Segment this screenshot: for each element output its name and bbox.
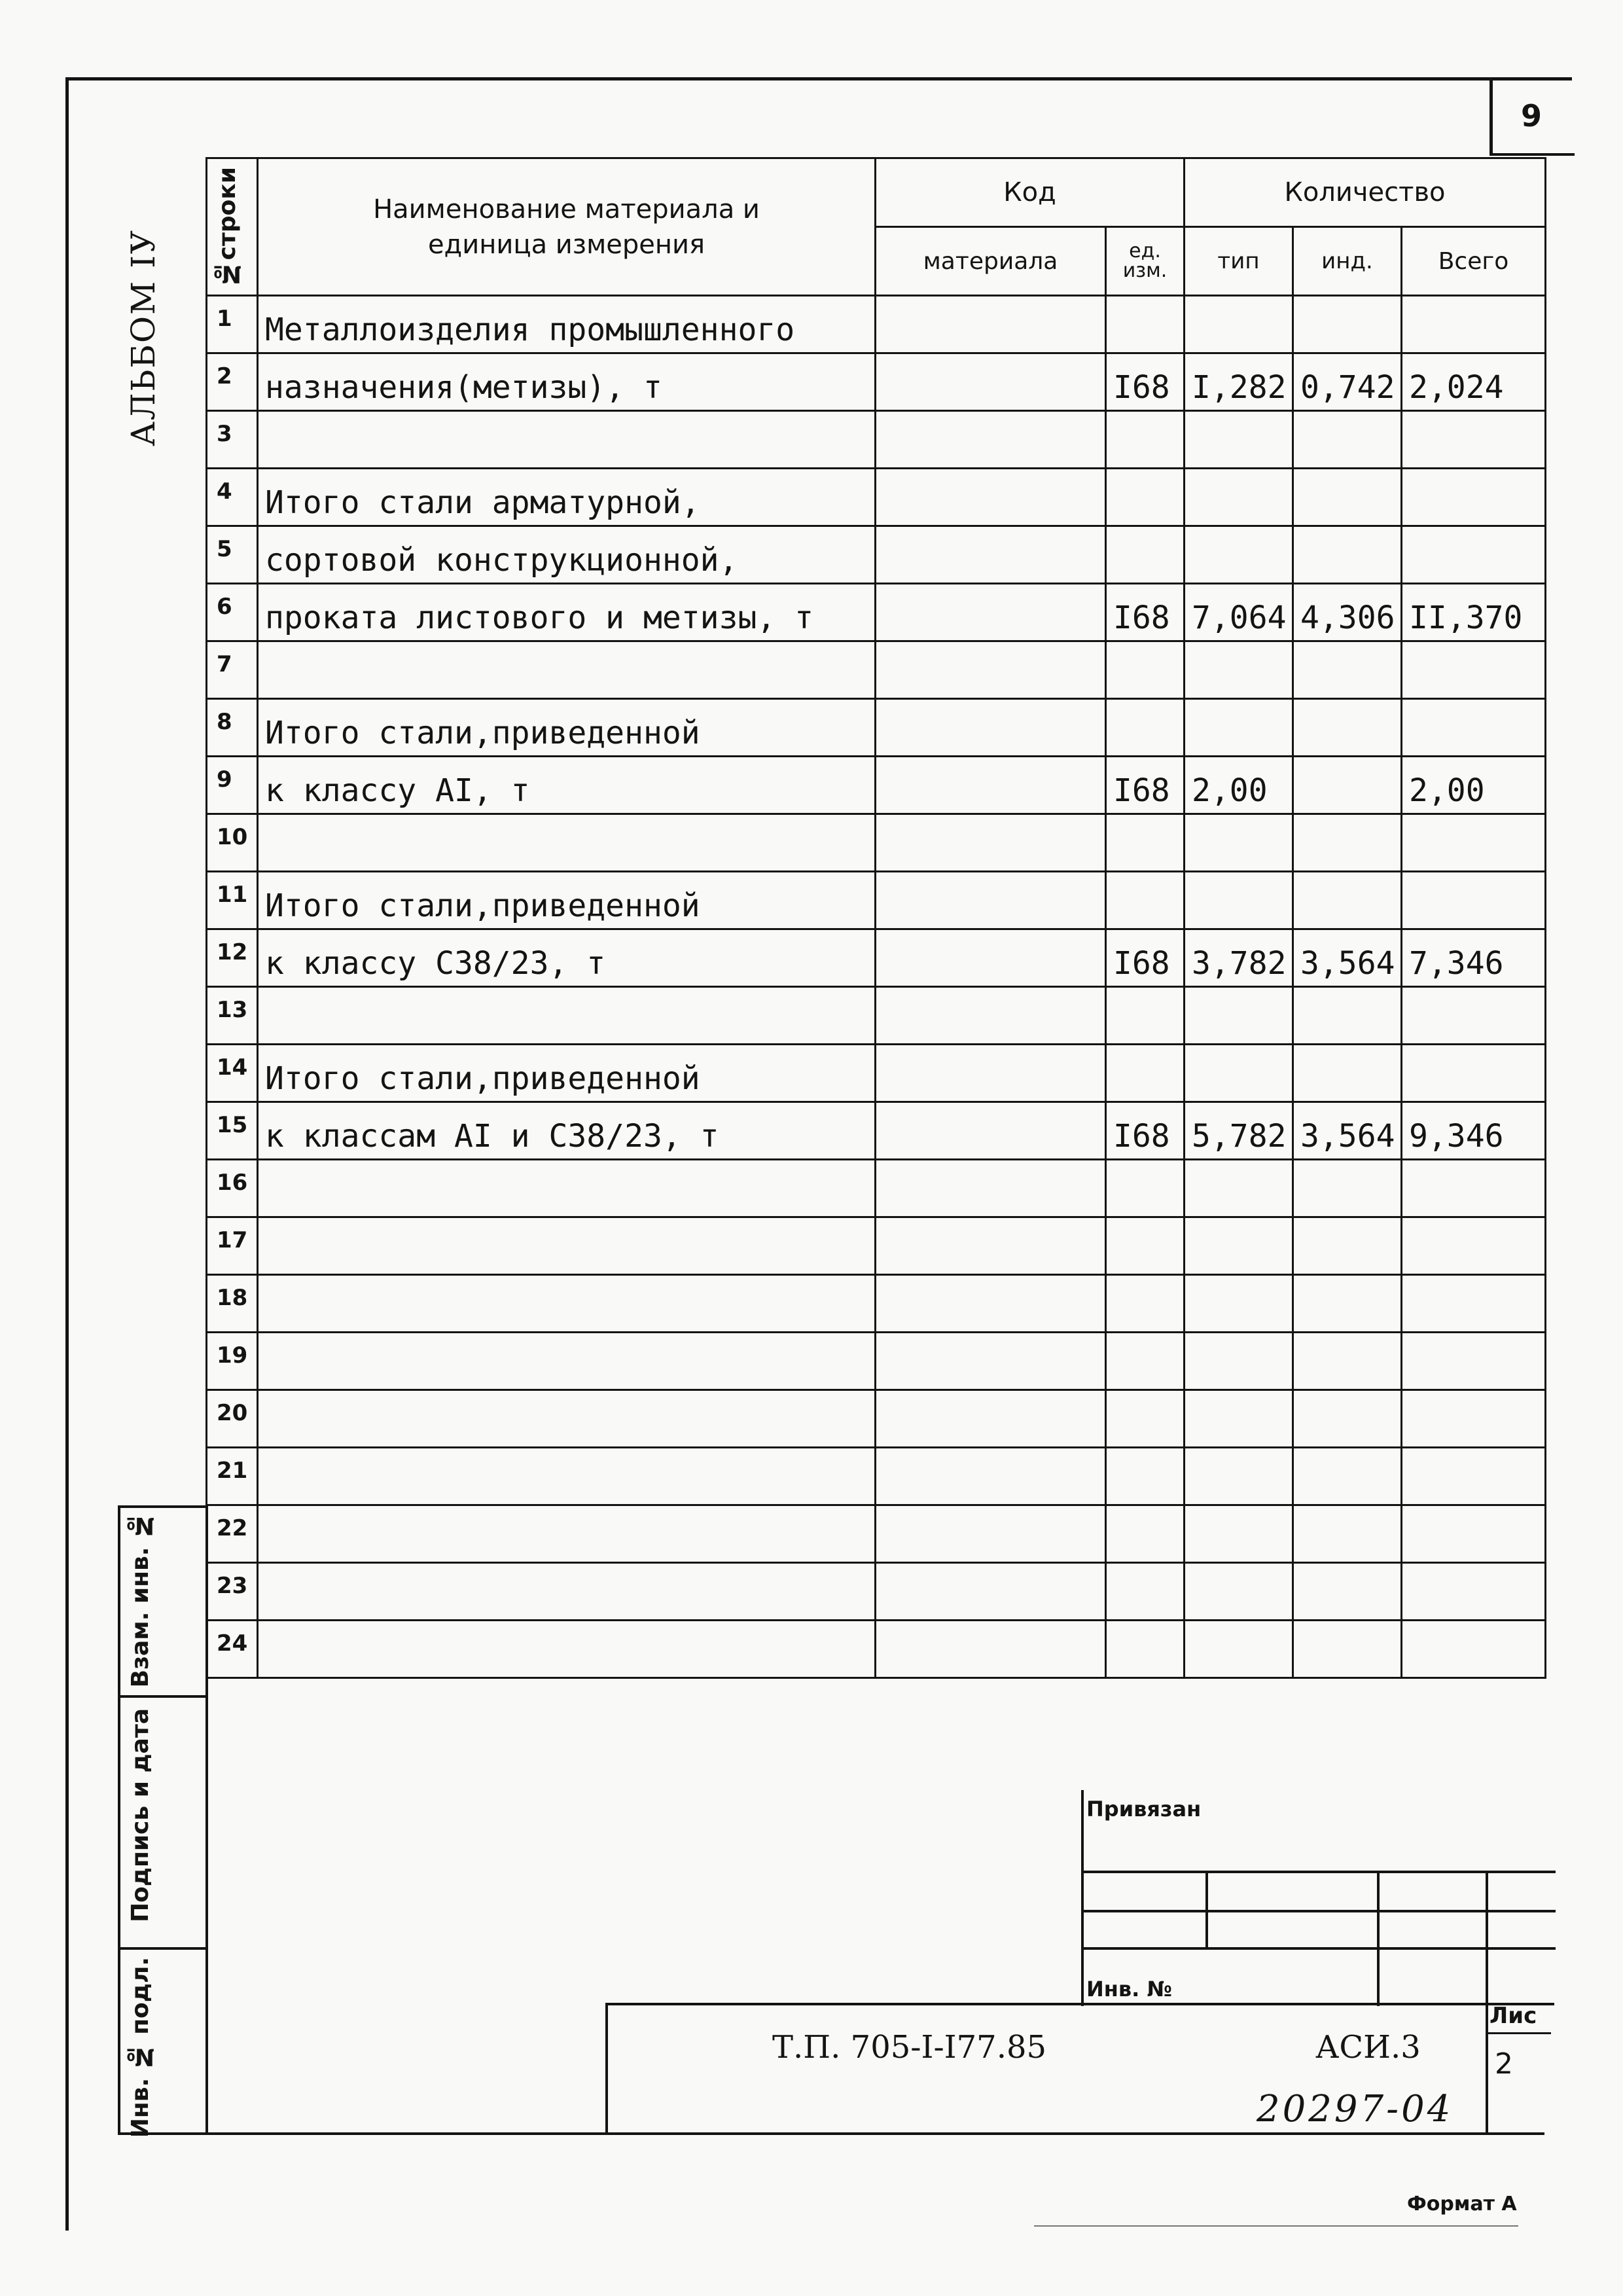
cell-name [258,1217,876,1275]
cell-type [1185,1045,1293,1102]
specification-rows [207,296,1546,1678]
cell-n: 21 [207,1448,258,1505]
cell-type [1185,1275,1293,1333]
cell-ind [1293,526,1402,584]
cell-ind [1293,1621,1402,1678]
table-row [207,1448,1546,1505]
cell-material [876,1621,1106,1678]
cell-unit [1106,699,1185,757]
cell-type [1185,1160,1293,1217]
cell-name: Итого стали,приведенной [258,699,876,757]
cell-n: 13 [207,987,258,1045]
table-row [207,929,1546,987]
cell-name: назначения(метизы), т [258,353,876,411]
cell-material [876,1160,1106,1217]
code-header: Код [876,158,1185,227]
side-stamp-top-border [118,1505,207,1508]
cell-material [876,699,1106,757]
cell-type [1185,1621,1293,1678]
qty-total-header: Всего [1402,227,1546,296]
cell-total [1402,1045,1546,1102]
cell-type [1185,1563,1293,1621]
cell-name: к классам AI и С38/23, т [258,1102,876,1160]
cell-type: 5,782 [1185,1102,1293,1160]
cell-type [1185,1333,1293,1390]
cell-n: 22 [207,1505,258,1563]
cell-total [1402,1505,1546,1563]
inv-no-label: Инв. № [1086,1977,1172,2001]
cell-ind: 0,742 [1293,353,1402,411]
title-block-col-1 [1205,1871,1208,1949]
cell-type: I,282 [1185,353,1293,411]
cell-material [876,1333,1106,1390]
cell-name [258,1390,876,1448]
cell-type [1185,872,1293,929]
cell-ind [1293,296,1402,353]
table-row [207,1333,1546,1390]
cell-material [876,469,1106,526]
cell-unit [1106,1160,1185,1217]
cell-unit [1106,1045,1185,1102]
cell-type [1185,987,1293,1045]
cell-total [1402,641,1546,699]
cell-unit [1106,1390,1185,1448]
cell-n: 5 [207,526,258,584]
cell-ind: 3,564 [1293,929,1402,987]
cell-n: 7 [207,641,258,699]
cell-ind [1293,469,1402,526]
cell-type [1185,526,1293,584]
table-row [207,1621,1546,1678]
cell-total [1402,1390,1546,1448]
cell-material [876,987,1106,1045]
cell-unit: I68 [1106,757,1185,814]
cell-total [1402,1160,1546,1217]
table-row [207,1102,1546,1160]
cell-unit [1106,814,1185,872]
row-number-header: №строки [207,158,258,296]
table-row [207,757,1546,814]
cell-name: проката листового и метизы, т [258,584,876,641]
cell-n: 10 [207,814,258,872]
sheet-cell-divider [1486,2032,1551,2034]
cell-unit [1106,1217,1185,1275]
cell-name [258,641,876,699]
cell-total [1402,1448,1546,1505]
vzam-inv-label: Взам. инв. № [127,1512,154,1688]
cell-n: 14 [207,1045,258,1102]
cell-name: Металлоизделия промышленного [258,296,876,353]
cell-n: 3 [207,411,258,469]
cell-name [258,1563,876,1621]
cell-total: 9,346 [1402,1102,1546,1160]
bottom-scan-line [1034,2225,1518,2227]
cell-name [258,1160,876,1217]
side-stamp-right-border [205,1505,208,2135]
cell-unit: I68 [1106,584,1185,641]
cell-total [1402,1217,1546,1275]
cell-type: 7,064 [1185,584,1293,641]
cell-total: 2,024 [1402,353,1546,411]
title-block-main-top [605,2003,1554,2005]
cell-material [876,1275,1106,1333]
cell-name: Итого стали,приведенной [258,1045,876,1102]
cell-unit [1106,1563,1185,1621]
title-block-main-left [605,2003,608,2134]
cell-total: 2,00 [1402,757,1546,814]
cell-ind [1293,987,1402,1045]
cell-unit [1106,526,1185,584]
cell-unit [1106,987,1185,1045]
cell-unit [1106,296,1185,353]
cell-n: 15 [207,1102,258,1160]
cell-unit [1106,469,1185,526]
table-row [207,699,1546,757]
cell-n: 16 [207,1160,258,1217]
title-block-row-2 [1081,1910,1556,1912]
cell-type [1185,699,1293,757]
table-row [207,1160,1546,1217]
cell-name: к классу AI, т [258,757,876,814]
cell-name: Итого стали арматурной, [258,469,876,526]
cell-n: 9 [207,757,258,814]
cell-total [1402,469,1546,526]
cell-unit [1106,1448,1185,1505]
cell-type [1185,296,1293,353]
cell-ind [1293,1217,1402,1275]
title-block-row-1 [1081,1871,1556,1873]
podpis-data-label: Подпись и дата [127,1708,154,1922]
table-row [207,526,1546,584]
cell-total [1402,814,1546,872]
cell-total: 7,346 [1402,929,1546,987]
cell-unit [1106,1275,1185,1333]
cell-total [1402,1333,1546,1390]
cell-type [1185,814,1293,872]
cell-ind [1293,1160,1402,1217]
document-code: Т.П. 705-I-I77.85 [772,2029,1047,2066]
cell-ind [1293,641,1402,699]
cell-ind [1293,1275,1402,1333]
cell-ind: 3,564 [1293,1102,1402,1160]
frame-left-border [65,77,69,2231]
cell-total [1402,296,1546,353]
cell-n: 4 [207,469,258,526]
cell-unit [1106,1505,1185,1563]
cell-material [876,1217,1106,1275]
cell-material [876,296,1106,353]
table-row [207,1217,1546,1275]
cell-name [258,1333,876,1390]
cell-unit [1106,641,1185,699]
cell-name [258,987,876,1045]
sheet-value: 2 [1495,2047,1513,2081]
cell-ind [1293,1045,1402,1102]
cell-total [1402,872,1546,929]
title-block-left-border [1081,1790,1084,2006]
cell-name [258,814,876,872]
cell-unit: I68 [1106,929,1185,987]
cell-total [1402,699,1546,757]
cell-type [1185,411,1293,469]
cell-material [876,1505,1106,1563]
side-stamp-divider-1 [118,1695,207,1698]
cell-total: II,370 [1402,584,1546,641]
cell-ind [1293,1390,1402,1448]
table-row [207,584,1546,641]
cell-type: 2,00 [1185,757,1293,814]
cell-name [258,1621,876,1678]
cell-material [876,929,1106,987]
cell-material [876,526,1106,584]
cell-material [876,1045,1106,1102]
cell-total [1402,1563,1546,1621]
quantity-header: Количество [1185,158,1546,227]
table-row [207,353,1546,411]
frame-top-border [65,77,1572,81]
cell-n: 2 [207,353,258,411]
cell-material [876,1448,1106,1505]
cell-material [876,411,1106,469]
cell-type [1185,1505,1293,1563]
cell-ind: 4,306 [1293,584,1402,641]
table-row [207,296,1546,353]
cell-material [876,814,1106,872]
cell-n: 1 [207,296,258,353]
cell-n: 19 [207,1333,258,1390]
cell-material [876,757,1106,814]
cell-ind [1293,411,1402,469]
table-row [207,987,1546,1045]
table-row [207,814,1546,872]
table-row [207,641,1546,699]
title-block-col-3 [1486,1871,1488,2132]
cell-unit [1106,1333,1185,1390]
table-row [207,411,1546,469]
cell-unit [1106,1621,1185,1678]
code-material-header: материала [876,227,1106,296]
cell-ind [1293,1505,1402,1563]
cell-unit [1106,411,1185,469]
side-stamp-inner-border [118,1505,120,2135]
cell-ind [1293,757,1402,814]
sheet-number-box-left [1489,77,1493,156]
handwritten-number: 20297-04 [1257,2088,1454,2130]
cell-n: 17 [207,1217,258,1275]
sheet-number: 9 [1520,98,1542,134]
cell-ind [1293,1333,1402,1390]
cell-n: 18 [207,1275,258,1333]
table-row [207,469,1546,526]
cell-material [876,584,1106,641]
cell-unit [1106,872,1185,929]
cell-total [1402,987,1546,1045]
cell-total [1402,411,1546,469]
cell-n: 24 [207,1621,258,1678]
cell-total [1402,1621,1546,1678]
cell-n: 6 [207,584,258,641]
qty-type-header: тип [1185,227,1293,296]
cell-material [876,1102,1106,1160]
table-row [207,1563,1546,1621]
document-mark: АСИ.3 [1315,2029,1421,2066]
name-header: Наименование материала и единица измерения [258,158,876,296]
cell-ind [1293,1448,1402,1505]
cell-material [876,1390,1106,1448]
qty-ind-header: инд. [1293,227,1402,296]
cell-material [876,872,1106,929]
cell-unit: I68 [1106,1102,1185,1160]
title-block-col-2 [1377,1871,1380,2006]
sheet-number-box-bottom [1489,153,1575,156]
cell-type [1185,469,1293,526]
cell-name: к классу С38/23, т [258,929,876,987]
table-row [207,1275,1546,1333]
cell-name: сортовой конструкционной, [258,526,876,584]
cell-n: 12 [207,929,258,987]
cell-total [1402,1275,1546,1333]
title-block-row-3 [1081,1947,1556,1950]
sheet-label: Лис [1489,2003,1537,2029]
cell-material [876,353,1106,411]
cell-name: Итого стали,приведенной [258,872,876,929]
cell-type [1185,1217,1293,1275]
side-stamp-divider-2 [118,1947,207,1950]
cell-ind [1293,872,1402,929]
cell-type [1185,1448,1293,1505]
cell-n: 23 [207,1563,258,1621]
cell-ind [1293,699,1402,757]
cell-unit: I68 [1106,353,1185,411]
privyazan-label: Привязан [1086,1797,1202,1821]
cell-name [258,1448,876,1505]
album-label: АЛЬБОМ IУ [124,229,162,446]
inv-podl-label: Инв. № подл. [127,1957,154,2138]
cell-ind [1293,814,1402,872]
table-row [207,1505,1546,1563]
cell-material [876,1563,1106,1621]
cell-n: 20 [207,1390,258,1448]
format-label: Формат А [1407,2193,1517,2215]
table-row [207,872,1546,929]
cell-material [876,641,1106,699]
cell-name [258,1275,876,1333]
cell-name [258,1505,876,1563]
specification-table [205,157,1546,1679]
cell-ind [1293,1563,1402,1621]
cell-type: 3,782 [1185,929,1293,987]
bottom-border [118,2132,1544,2135]
cell-type [1185,1390,1293,1448]
code-unit-header: ед. изм. [1106,227,1185,296]
cell-type [1185,641,1293,699]
table-row [207,1390,1546,1448]
cell-n: 11 [207,872,258,929]
cell-name [258,411,876,469]
cell-n: 8 [207,699,258,757]
table-row [207,1045,1546,1102]
cell-total [1402,526,1546,584]
